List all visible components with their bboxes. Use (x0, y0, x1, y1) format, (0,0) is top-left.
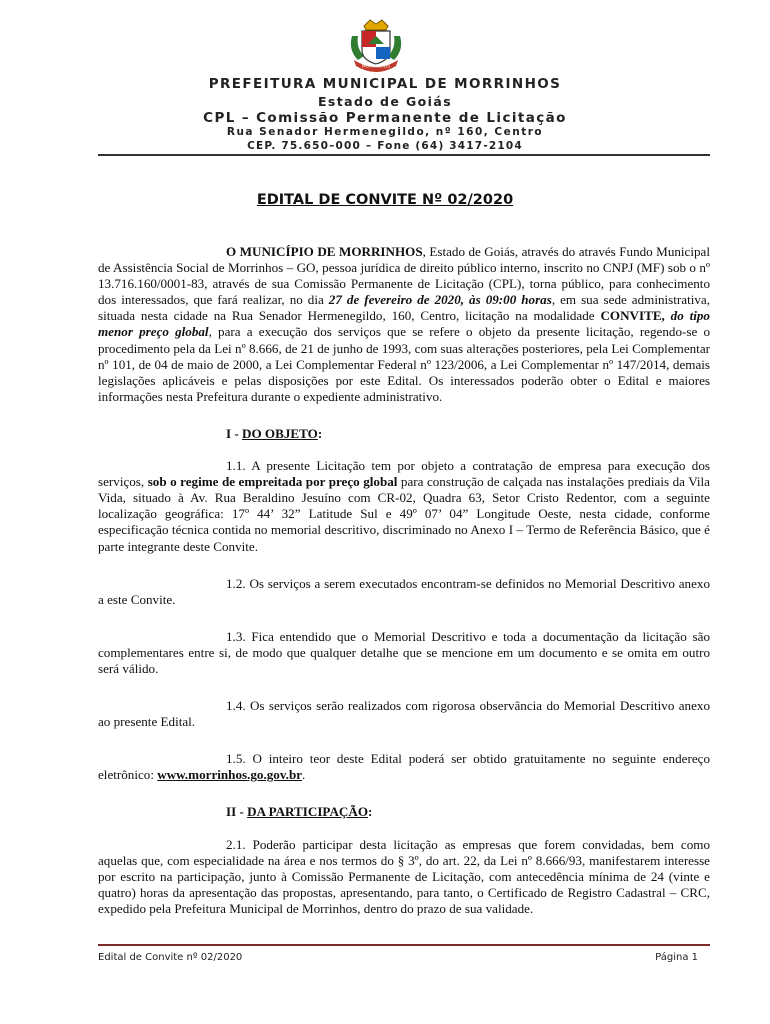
clause-2-1: 2.1. Poderão participar desta licitação as empresas que forem convidadas, bem como aquelas que, com especialidade na área e nos termos do § 3º, do art. 22, da Lei nº 8.666/93, manifestarem interesse por escrito na participação, junto à Comissão Permanente de Licitação, com antecedência mínima de 24 (vinte e quatro) horas da apresentação das propostas, apresentando, para tanto, o Certificado de Registro Cadastral – CRC, expedido pela Prefeitura Municipal de Morrinhos, dentro do prazo de sua validade. (98, 836, 710, 916)
clause-1-2: 1.2. Os serviços a serem executados encontram-se definidos no Memorial Descritivo anexo a este Convite. (98, 575, 710, 607)
intro-text-3: , para a execução dos serviços que se refere o objeto da presente licitação, regendo-se o procedimento pela da Lei nº 8.666, de 21 de junho de 1993, com suas alterações posteriores, pela Lei Complementar nº 101, de 04 de maio de 2000, a Lei Complementar Federal nº 123/2006, a Lei Complementar nº 147/2014, demais legislações aplicáveis e pelas disposições por este Edital. Os interessados poderão obter o Edital e maiores informações nesta Prefeitura durante o expediente administrativo. (98, 324, 710, 404)
intro-municipality: O MUNICÍPIO DE MORRINHOS (226, 244, 423, 259)
header-divider (98, 154, 710, 156)
intro-type: do tipo menor preço global (98, 308, 710, 340)
clause-1-5-text: 1.5. O inteiro teor deste Edital poderá ser obtido gratuitamente no seguinte endereço eletrônico: (98, 751, 710, 783)
footer-page-number: Página 1 (655, 952, 698, 963)
clause-1-3: 1.3. Fica entendido que o Memorial Descritivo e toda a documentação da licitação são complementares entre si, de modo que qualquer detalhe que se mencione em um documento e se omita em outro será válido. (98, 628, 710, 676)
header-contact: CEP. 75.650–000 – Fone (64) 3417-2104 (247, 140, 523, 152)
header-prefeitura: PREFEITURA MUNICIPAL DE MORRINHOS (208, 76, 562, 92)
clause-1-4: 1.4. Os serviços serão realizados com rigorosa observância do Memorial Descritivo anexo ao presente Edital. (98, 698, 710, 730)
section-heading-participacao (98, 804, 710, 820)
intro-modality: CONVITE, (600, 308, 665, 324)
clause-1-5 (98, 751, 710, 783)
clause-1-1-text-a: 1.1. A presente Licitação tem por objeto a contratação de empresa para execução dos serviços, (98, 458, 710, 490)
section2-title: DA PARTICIPAÇÃO (247, 804, 369, 820)
section1-prefix: I - (226, 425, 243, 441)
clause-1-1 (98, 458, 710, 555)
clause-1-5-period: . (302, 767, 306, 783)
clause-1-1-regime: sob o regime de empreitada por preço global (147, 474, 398, 490)
section1-title: DO OBJETO (242, 425, 318, 441)
website-link[interactable]: www.morrinhos.go.gov.br (157, 767, 303, 783)
footer-document-name: Edital de Convite nº 02/2020 (98, 952, 243, 963)
document-body (98, 244, 710, 938)
intro-date: 27 de fevereiro de 2020, às 09:00 horas (328, 292, 552, 308)
intro-text-2: , em sua sede administrativa, situada nesta cidade na Rua Senador Hermenegildo, 160, Centro, licitação na modalidade (98, 292, 710, 324)
section2-suffix: : (368, 804, 373, 820)
section-heading-objeto (98, 426, 710, 442)
header-estado: Estado de Goiás (317, 94, 453, 109)
section1-suffix: : (317, 425, 323, 441)
crest-banner-text: MORRINHOS (361, 64, 391, 70)
document-title: EDITAL DE CONVITE Nº 02/2020 (256, 192, 514, 208)
intro-paragraph (98, 244, 710, 405)
clause-1-1-text-c: para construção de calçada nas instalações prediais da Vila Vida, situado à Av. Rua Beraldino Jesuíno com CR-02, Quadra 63, Setor Cristo Redentor, com a seguinte localização geográfica: 17º 44’ 32” Latitude Sul e 49º 07’ 04” Longitude Oeste, nesta cidade, conforme especificação técnica contida no memorial descritivo, discriminado no Anexo I – Termo de Referência Básico, que é parte integrante deste Convite. (98, 474, 710, 554)
header-cpl: CPL – Comissão Permanente de Licitação (203, 110, 567, 126)
intro-text-1: , Estado de Goiás, através do através Fundo Municipal de Assistência Social de Morrinhos – GO, pessoa jurídica de direito público interno, inscrito no CNPJ (MF) sob o nº 13.716.160/0001-83, através de sua Comissão Permanente de Licitação (CPL), torna público, para conhecimento dos interessados, que fará realizar, no dia (98, 244, 710, 308)
footer-divider (98, 944, 710, 946)
municipal-crest-icon (344, 16, 408, 74)
section2-prefix: II - (226, 804, 248, 820)
header-address: Rua Senador Hermenegildo, nº 160, Centro (226, 126, 544, 138)
